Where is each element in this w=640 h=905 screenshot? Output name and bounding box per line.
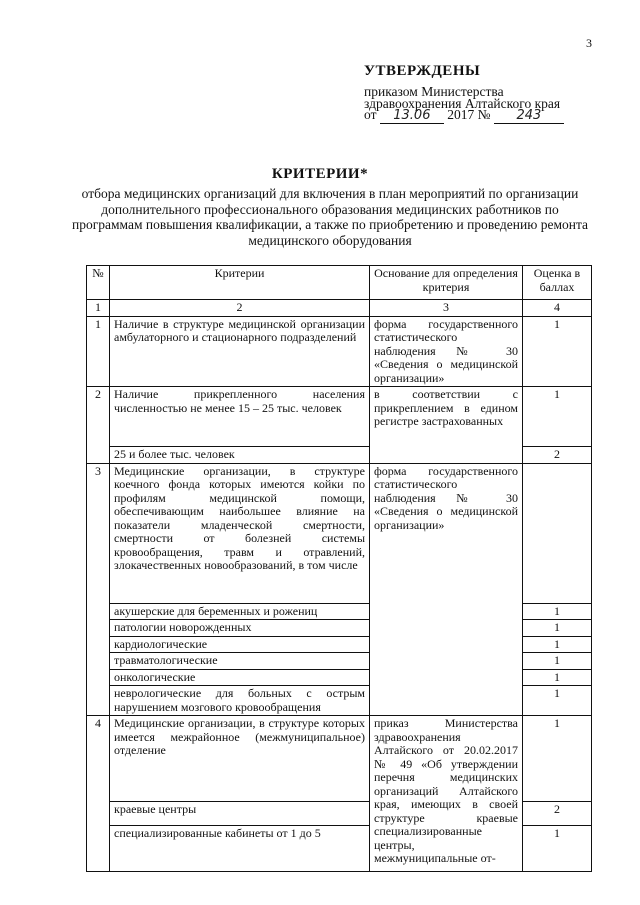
- score-cell: 1: [523, 620, 592, 637]
- handwritten-number: 243: [494, 108, 564, 124]
- header-score: Оценка в баллах: [523, 266, 592, 300]
- approval-title: УТВЕРЖДЕНЫ: [364, 63, 481, 79]
- row-number: 2: [87, 387, 110, 464]
- number-label: №: [477, 107, 491, 122]
- criterion-cell: Наличие прикрепленного населения численностью не менее 15 – 25 тыс. человек: [110, 387, 370, 447]
- table-row: [87, 716, 592, 802]
- criterion-cell: патологии новорожденных: [110, 620, 370, 637]
- criterion-cell: 25 и более тыс. человек: [110, 447, 370, 464]
- score-cell: 1: [523, 603, 592, 620]
- approval-line-1: приказом Министерства: [364, 84, 504, 99]
- table-row: [87, 463, 592, 603]
- score-cell: 1: [523, 387, 592, 447]
- order-year: 2017: [447, 107, 475, 122]
- page-number: 3: [586, 36, 592, 50]
- row-number: 4: [87, 716, 110, 872]
- criterion-cell: травматологические: [110, 653, 370, 670]
- approval-line-2: здравоохранения Алтайского края: [364, 96, 561, 111]
- document-title: КРИТЕРИИ*: [271, 166, 369, 182]
- criterion-cell: акушерские для беременных и рожениц: [110, 603, 370, 620]
- criterion-cell: специализированные кабинеты от 1 до 5: [110, 826, 370, 872]
- column-number-row: [87, 300, 592, 317]
- score-cell: 1: [523, 669, 592, 686]
- score-cell: 2: [523, 447, 592, 464]
- basis-cell: приказ Министерства здравоохранения Алтайского от 20.02.2017 № 49 «Об утверждении перечня медицинских организаций Алтайского края, имеющих в своей структуре краевые специализированные центры, межмуниципальные от-: [370, 716, 523, 872]
- header-basis: Основание для определения критерия: [370, 266, 523, 300]
- score-cell: 2: [523, 802, 592, 826]
- score-cell: 1: [523, 316, 592, 387]
- col-number-2: 2: [110, 300, 370, 317]
- row-number: 3: [87, 463, 110, 716]
- col-number-4: 4: [523, 300, 592, 317]
- criterion-cell: Медицинские организации, в структуре коечного фонда которых имеются койки по профилям медицинской помощи, обеспечивающим наибольшее влияние на показатели младенческой смертности, смертности от болезней системы кровообращения, травм и отравлений, злокачественных новообразований, в том числе: [110, 463, 370, 603]
- basis-cell: в соответствии с прикреплением в едином регистре застрахованных: [370, 387, 523, 464]
- score-cell: [523, 463, 592, 603]
- criterion-cell: Медицинские организации, в структуре которых имеется межрайонное (межмуниципальное) отделение: [110, 716, 370, 802]
- col-number-1: 1: [87, 300, 110, 317]
- header-num: №: [87, 266, 110, 300]
- from-label: от: [364, 107, 377, 122]
- basis-cell: форма государственного статистического наблюдения № 30 «Сведения о медицинской организации»: [370, 316, 523, 387]
- score-cell: 1: [523, 653, 592, 670]
- table-header-row: [87, 266, 592, 300]
- row-number: 1: [87, 316, 110, 387]
- document-subtitle: отбора медицинских организаций для включения в план мероприятий по организации дополнительного профессионального образования медицинских работников по программам повышения квалификации, а также по приобретению и проведению ремонта медицинского оборудования: [71, 186, 589, 248]
- score-cell: 1: [523, 636, 592, 653]
- criteria-table: [86, 265, 592, 872]
- approval-order-line: [364, 107, 564, 124]
- criterion-cell: Наличие в структуре медицинской организации амбулаторного и стационарного подразделений: [110, 316, 370, 387]
- score-cell: 1: [523, 826, 592, 872]
- score-cell: 1: [523, 716, 592, 802]
- table-row: [87, 316, 592, 387]
- table-row: [87, 387, 592, 447]
- criterion-cell: онкологические: [110, 669, 370, 686]
- col-number-3: 3: [370, 300, 523, 317]
- header-criteria: Критерии: [110, 266, 370, 300]
- score-cell: 1: [523, 686, 592, 716]
- handwritten-date: 13.06: [380, 108, 444, 124]
- criterion-cell: краевые центры: [110, 802, 370, 826]
- criterion-cell: кардиологические: [110, 636, 370, 653]
- criterion-cell: неврологические для больных с острым нарушением мозгового кровообращения: [110, 686, 370, 716]
- basis-cell: форма государственного статистического наблюдения № 30 «Сведения о медицинской организации»: [370, 463, 523, 716]
